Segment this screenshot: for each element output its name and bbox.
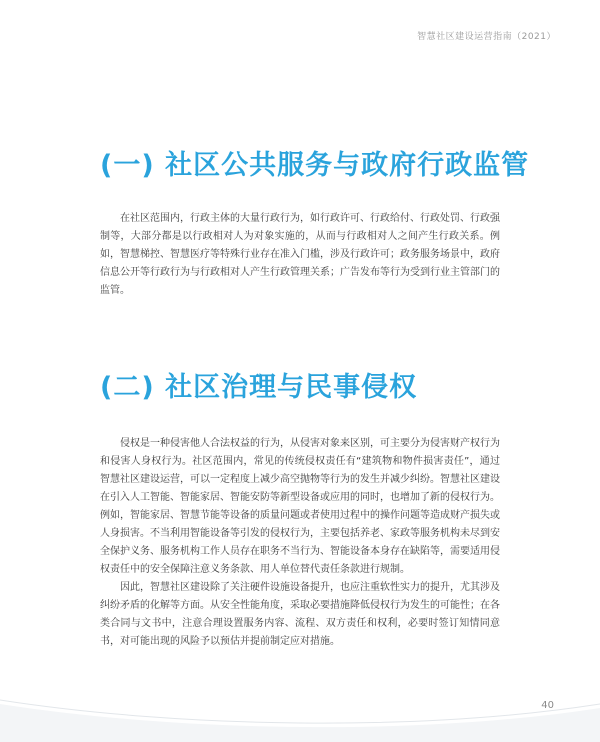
document-header-title: 智慧社区建设运营指南（2021） [417,32,556,42]
section-2-paragraph-2: 因此，智慧社区建设除了关注硬件设施设备提升，也应注重软性实力的提升，尤其涉及纠纷矛盾的化解等方面。从安全性能角度，采取必要措施降低侵权行为发生的可能性；在各类合同与文书中，注意合理设置服务内容、流程、双方责任和权利，必要时签订知情同意书，对可能出现的风险予以预估并提前制定应对措施。 [100,582,500,647]
section-2-title: (二) 社区治理与民事侵权 [100,372,418,403]
section-2-paragraph-1: 侵权是一种侵害他人合法权益的行为，从侵害对象来区别，可主要分为侵害财产权行为和侵害人身权行为。社区范围内，常见的传统侵权责任有“建筑物和物件损害责任”，通过智慧社区建设运营，可以一定程度上减少高空抛物等行为的发生并减少纠纷。智慧社区建设在引入人工智能、智能家居、智能安防等新型设备或应用的同时，也增加了新的侵权行为。例如，智能家居、智慧节能等设备的质量问题或者使用过程中的操作问题等造成财产损失或人身损害。不当利用智能设备等引发的侵权行为，主要包括养老、家政等服务机构未尽到安全保护义务、服务机构工作人员存在职务不当行为、智能设备本身存在缺陷等，需要适用侵权责任中的安全保障注意义务条款、用人单位替代责任条款进行规制。 [100,438,500,575]
section-2-body [100,435,500,651]
section-1-body [100,210,500,300]
section-1-title: (一) 社区公共服务与政府行政监管 [100,150,530,181]
decorative-bottom-curve [0,652,600,742]
section-1-paragraph-1: 在社区范围内，行政主体的大量行政行为，如行政许可、行政给付、行政处罚、行政强制等，大部分都是以行政相对人为对象实施的，从而与行政相对人之间产生行政关系。例如，智慧梯控、智慧医疗等特殊行业存在准入门槛，涉及行政许可；政务服务场景中，政府信息公开等行政行为与行政相对人产生行政管理关系；广告发布等行为受到行业主管部门的监管。 [100,213,500,296]
page-number: 40 [541,700,554,711]
